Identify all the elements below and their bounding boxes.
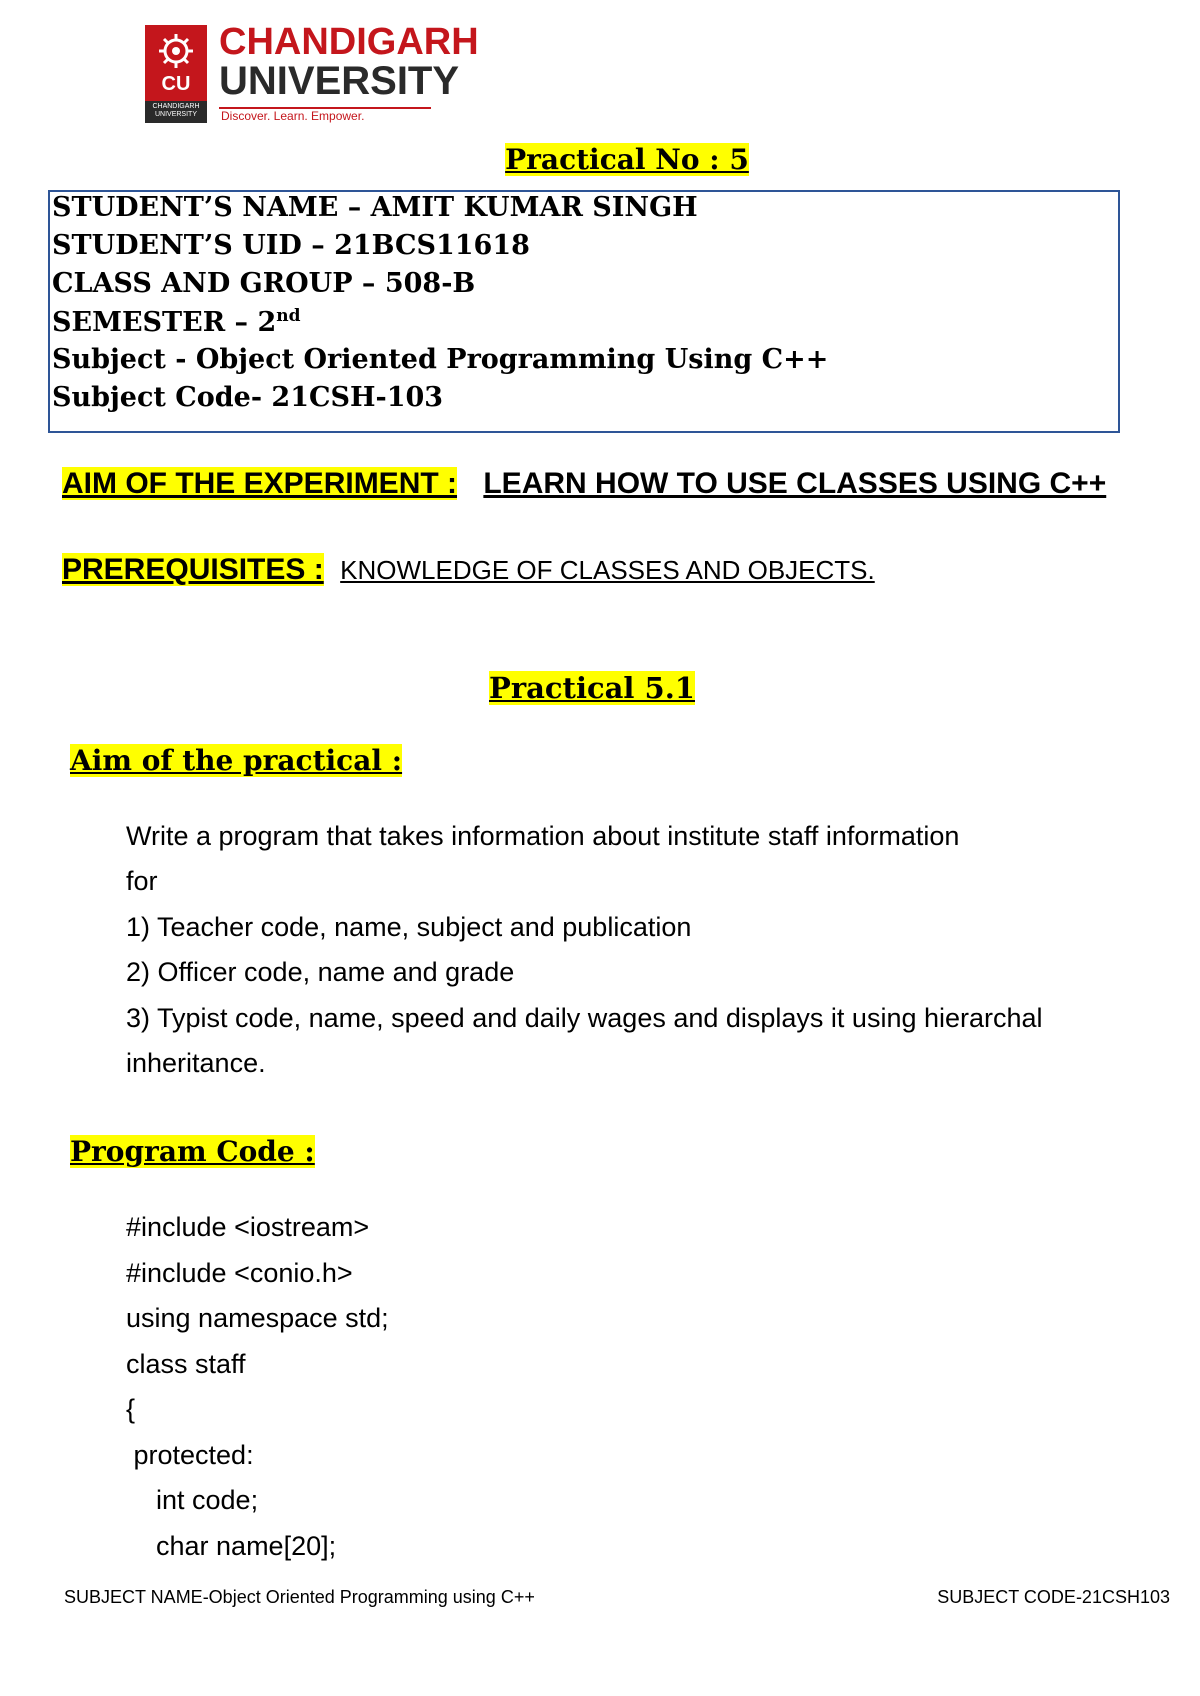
aim-value: LEARN HOW TO USE CLASSES USING C++ — [483, 467, 1107, 500]
semester-label: SEMESTER – 2 — [52, 307, 277, 338]
aim-practical-heading-wrap — [70, 744, 402, 777]
aim-practical-line: 2) Officer code, name and grade — [126, 957, 515, 987]
subject-code: Subject Code- 21CSH-103 — [52, 382, 444, 413]
code-line: protected: — [126, 1440, 254, 1470]
aim-practical-line: 3) Typist code, name, speed and daily wages and displays it using hierarchal — [126, 1003, 1043, 1033]
aim-practical-line: inheritance. — [126, 1048, 266, 1078]
practical-sub-title: Practical 5.1 — [489, 671, 695, 705]
code-line: char name[20]; — [126, 1531, 337, 1561]
student-uid: STUDENT’S UID – 21BCS11618 — [52, 230, 530, 261]
aim-practical-line: for — [126, 866, 158, 896]
logo-strip-text: CHANDIGARH UNIVERSITY — [152, 103, 200, 118]
prerequisites-value: KNOWLEDGE OF CLASSES AND OBJECTS. — [340, 555, 875, 585]
code-line: class staff — [126, 1349, 246, 1379]
aim-label: AIM OF THE EXPERIMENT : — [62, 467, 458, 500]
logo-name-line1: CHANDIGARH — [219, 21, 479, 63]
aim-practical-line: Write a program that takes information about institute staff information — [126, 821, 960, 851]
aim-practical-label: Aim of the practical : — [70, 744, 403, 777]
program-code-label: Program Code : — [70, 1135, 315, 1168]
logo-emblem — [145, 25, 207, 123]
code-line: using namespace std; — [126, 1303, 389, 1333]
logo-name-line2: UNIVERSITY — [219, 59, 460, 103]
logo-strip — [145, 101, 207, 123]
program-code-heading-wrap — [70, 1135, 315, 1168]
logo-tagline: Discover. Learn. Empower. — [221, 109, 365, 123]
aim-practical-line: 1) Teacher code, name, subject and publication — [126, 912, 692, 942]
code-line: int code; — [126, 1485, 259, 1515]
semester-suffix: nd — [276, 306, 301, 326]
subject: Subject - Object Oriented Programming Using C++ — [52, 344, 829, 375]
code-line: { — [126, 1394, 136, 1424]
student-name: STUDENT’S NAME – AMIT KUMAR SINGH — [52, 192, 698, 223]
prerequisites-label: PREREQUISITES : — [62, 553, 324, 586]
semester — [52, 306, 301, 338]
class-group: CLASS AND GROUP – 508-B — [52, 268, 476, 299]
code-line: #include <iostream> — [126, 1212, 370, 1242]
footer-subject-name: SUBJECT NAME-Object Oriented Programming using C++ — [64, 1587, 535, 1607]
prerequisites-row — [62, 553, 875, 587]
footer-subject-code: SUBJECT CODE-21CSH103 — [937, 1587, 1170, 1607]
university-logo — [145, 21, 479, 125]
code-line: #include <conio.h> — [126, 1258, 353, 1288]
student-info-box — [48, 190, 1120, 433]
logo-cu-text: CU — [161, 73, 191, 95]
practical-sub-title-wrap — [0, 671, 1184, 705]
gear-emblem-icon — [158, 33, 194, 69]
practical-title-wrap — [0, 143, 1200, 176]
aim-row — [62, 467, 1106, 501]
practical-title: Practical No : 5 — [505, 143, 749, 176]
